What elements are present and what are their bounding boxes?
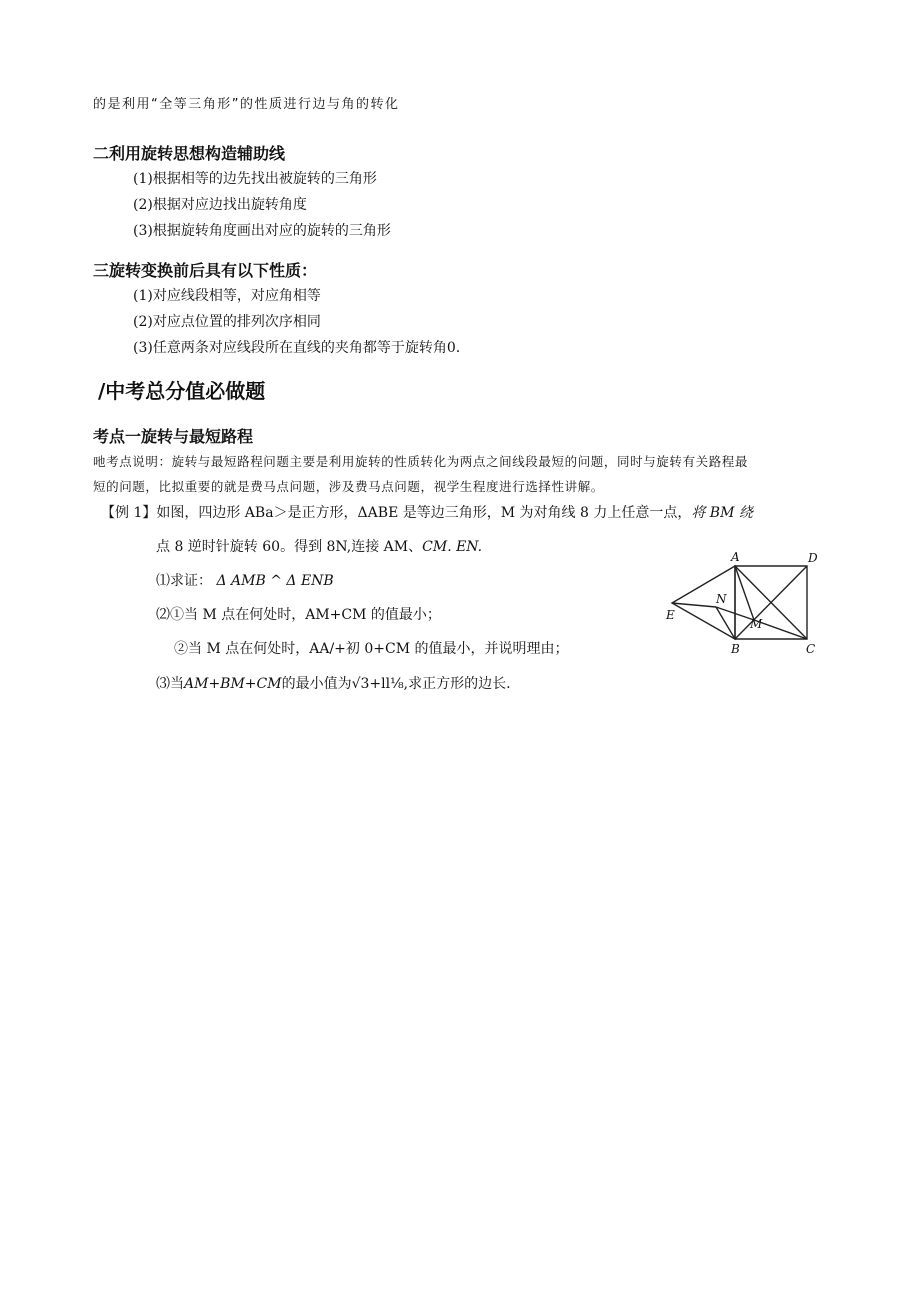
kaodian-desc-line2: 短的问题，比拟重要的就是费马点问题，涉及费马点问题，视学生程度进行选择性讲解。: [93, 479, 604, 494]
square-rotation-figure: [660, 545, 825, 660]
section3-item-3: (3)任意两条对应线段所在直线的夹角都等于旋转角0.: [133, 340, 461, 356]
question-1: [156, 570, 334, 590]
example-line1-text: 如图，四边形 ABa＞是正方形，ΔABE 是等边三角形，M 为对角线 8 力上任意一点，: [156, 505, 692, 521]
question-1-label: ⑴求证：: [156, 573, 212, 589]
label-c: C: [806, 642, 816, 656]
example-tag: 【例 1】: [101, 505, 157, 521]
question-3: [156, 673, 511, 693]
example-line2-italic: CM. EN.: [422, 539, 483, 555]
section2-item-2: (2)根据对应边找出旋转角度: [133, 197, 307, 213]
section2-item-1: (1)根据相等的边先找出被旋转的三角形: [133, 171, 377, 187]
section3-item-2: (2)对应点位置的排列次序相同: [133, 314, 321, 330]
question-3-suffix: 的最小值为√3+ll⅛,求正方形的边长.: [281, 676, 511, 692]
question-2-2: ②当 M 点在何处时，AA/+初 0+CM 的值最小，并说明理由；: [174, 641, 569, 657]
question-1-expr: Δ AMB ^ Δ ENB: [216, 573, 334, 589]
label-a: A: [731, 550, 740, 564]
section2-title: 二利用旋转思想构造辅助线: [93, 144, 286, 163]
kaodian-desc-line1: 吔考点说明：旋转与最短路程问题主要是利用旋转的性质转化为两点之间线段最短的问题，同时与旋转有关路程最: [93, 454, 749, 469]
label-m: M: [750, 617, 763, 631]
segment-am: [735, 566, 754, 620]
section2-item-3: (3)根据旋转角度画出对应的旋转的三角形: [133, 223, 391, 239]
example-line2-text: 点 8 逆时针旋转 60。得到 8N,连接 AM、: [156, 539, 423, 555]
intro-line: 的是利用“全等三角形”的性质进行边与角的转化: [93, 97, 400, 112]
example-line1-italic: 将 BM 绕: [691, 505, 753, 521]
label-d: D: [808, 551, 818, 565]
section3-item-1: (1)对应线段相等，对应角相等: [133, 288, 321, 304]
label-e: E: [666, 608, 675, 622]
figure-lines: [672, 566, 807, 639]
section3-title: 三旋转变换前后具有以下性质：: [93, 261, 318, 280]
label-b: B: [731, 642, 740, 656]
question-3-expr: AM+BM+CM: [184, 676, 282, 692]
kaodian-title: 考点一旋转与最短路程: [93, 427, 254, 446]
question-3-prefix: ⑶当: [156, 676, 184, 692]
label-n: N: [716, 592, 727, 606]
major-title: /中考总分值必做题: [98, 379, 266, 403]
question-2-1: ⑵①当 M 点在何处时，AM+CM 的值最小；: [156, 607, 441, 623]
example-line1: [101, 502, 753, 522]
example-line2: [156, 536, 482, 556]
